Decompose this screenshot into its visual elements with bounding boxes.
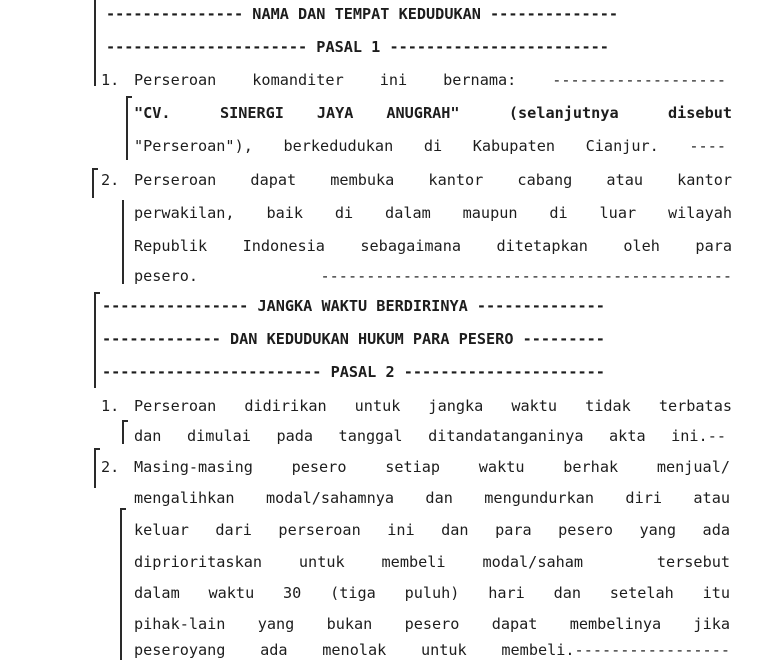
clause-line: diprioritaskan untuk membeli modal/saham tersebut [134,553,730,571]
item-number: 1. [101,71,120,89]
margin-bracket [94,292,96,388]
margin-bracket [120,508,122,660]
clause-line: perwakilan, baik di dalam maupun di luar wilayah [134,204,732,222]
margin-bracket [126,96,132,98]
margin-bracket [94,448,96,488]
clause-line: keluar dari perseroan ini dan para pesero yang ada [134,521,730,539]
section-heading: ------------- DAN KEDUDUKAN HUKUM PARA PESERO --------- [102,330,605,348]
clause-line-company-name [134,103,732,123]
article-heading: ---------------------- PASAL 1 ------------------------ [106,38,609,56]
clause-line: mengalihkan modal/sahamnya dan mengundurkan diri atau [134,489,730,507]
clause-line: pesero. --------------------------------------------- [134,267,732,285]
company-name: "CV. SINERGI JAYA ANUGRAH" (selanjutnya disebut [134,104,732,122]
item-number: 1. [101,397,120,415]
article-heading: ------------------------ PASAL 2 ---------------------- [102,363,605,381]
clause-line: peseroyang ada menolak untuk membeli.----------------- [134,641,730,659]
margin-bracket [120,508,126,510]
clause-line: Perseroan dapat membuka kantor cabang atau kantor [134,171,732,189]
clause-line: Perseroan komanditer ini bernama: ------------------- [134,71,726,89]
item-number: 2. [101,458,120,476]
clause-line: "Perseroan"), berkedudukan di Kabupaten Cianjur. ---- [134,137,726,155]
margin-bracket [126,96,128,160]
margin-bracket [122,420,124,444]
clause-line: Masing-masing pesero setiap waktu berhak menjual/ [134,458,730,476]
section-heading: ---------------- JANGKA WAKTU BERDIRINYA -------------- [102,297,605,315]
margin-bracket [122,420,128,422]
margin-bracket [92,168,94,198]
margin-bracket [94,0,96,86]
margin-bracket [94,448,100,450]
item-number: 2. [101,171,120,189]
margin-bracket [122,200,124,284]
clause-line: pihak-lain yang bukan pesero dapat membelinya jika [134,615,730,633]
clause-line: dalam waktu 30 (tiga puluh) hari dan setelah itu [134,584,730,602]
clause-line: dan dimulai pada tanggal ditandatanganinya akta ini.-- [134,427,726,445]
margin-bracket [92,168,98,170]
clause-line: Perseroan didirikan untuk jangka waktu tidak terbatas [134,397,732,415]
section-heading: --------------- NAMA DAN TEMPAT KEDUDUKAN -------------- [106,5,619,23]
clause-line: Republik Indonesia sebagaimana ditetapkan oleh para [134,237,732,255]
margin-bracket [94,292,100,294]
